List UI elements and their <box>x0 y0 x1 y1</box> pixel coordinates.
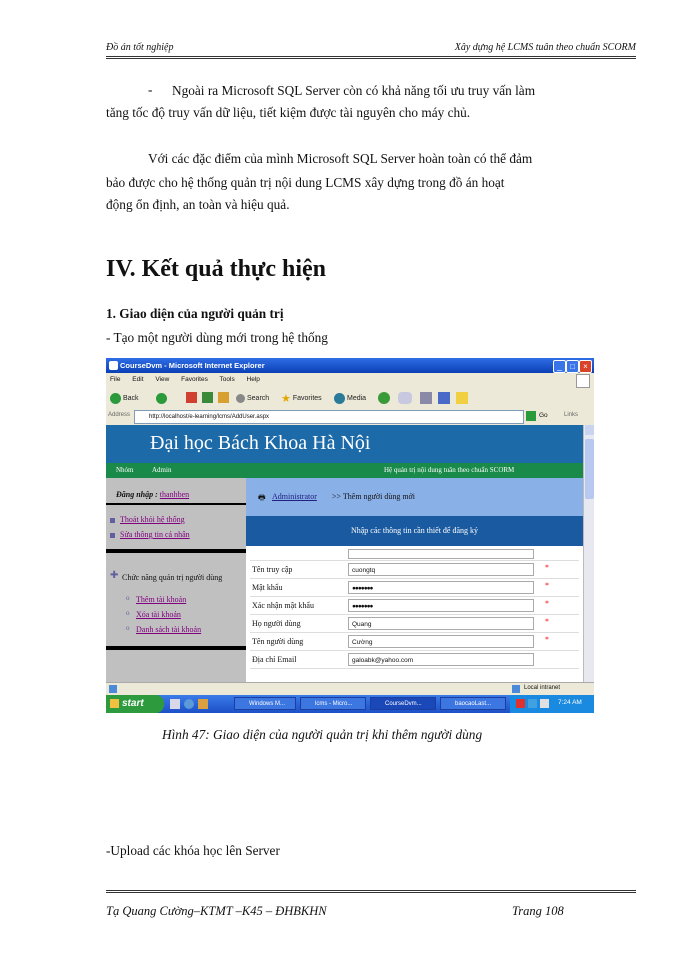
system-tray <box>510 695 594 713</box>
search-button[interactable] <box>236 392 269 404</box>
nav-tagline: Hệ quản trị nội dung tuân theo chuẩn SCORM <box>384 466 515 474</box>
star-icon: ★ <box>281 392 291 405</box>
taskbar <box>106 695 594 713</box>
confirm-password-input[interactable]: ●●●●●●● <box>348 599 534 612</box>
paragraph-line-3: động ổn định, an toàn và hiệu quả. <box>106 197 290 212</box>
breadcrumb-icon: 🖶 <box>258 493 266 502</box>
main-content <box>246 478 583 693</box>
media-quicklaunch-icon[interactable] <box>198 699 208 709</box>
maximize-icon[interactable]: □ <box>566 360 579 373</box>
form-row <box>250 597 579 615</box>
header-right: Xây dựng hệ LCMS tuân theo chuẩn SCORM <box>454 42 636 53</box>
task-coursedvm[interactable]: CourseDvm... <box>370 697 436 710</box>
favorites-button[interactable] <box>281 392 322 404</box>
media-icon <box>334 393 345 404</box>
bullet-line-1: Ngoài ra Microsoft SQL Server còn có khả năng tối ưu truy vấn làm <box>172 83 536 98</box>
mail-icon[interactable] <box>398 392 412 404</box>
plus-icon: ✚ <box>110 570 119 581</box>
breadcrumb <box>246 478 583 516</box>
volume-icon <box>540 699 549 708</box>
required-mark: * <box>545 563 549 572</box>
back-button[interactable] <box>110 392 139 404</box>
sidebar-divider <box>106 549 246 553</box>
confirm-password-label: Xác nhận mật khẩu <box>252 601 314 610</box>
form-row <box>250 579 579 597</box>
circle-bullet-icon: o <box>126 609 130 617</box>
address-bar <box>106 410 594 424</box>
forward-arrow-icon <box>156 393 167 404</box>
figure-caption: Hình 47: Giao diện của người quản trị khi thêm người dùng <box>162 727 483 742</box>
footer-rule <box>106 890 636 893</box>
first-name-label: Tên người dùng <box>252 637 304 646</box>
home-icon[interactable] <box>218 392 229 403</box>
footer-left: Tạ Quang Cường–KTMT –K45 – ĐHBKHN <box>106 904 327 918</box>
windows-logo-icon <box>110 699 119 708</box>
screenshot-figure <box>106 358 594 713</box>
media-button[interactable] <box>334 392 366 404</box>
menu-help[interactable]: Help <box>246 376 260 383</box>
account-list-link[interactable]: Danh sách tài khoản <box>136 625 202 634</box>
favorites-label: Favorites <box>292 394 322 402</box>
username-label: Tên truy cập <box>252 565 293 574</box>
banner-title: Đại học Bách Khoa Hà Nội <box>150 432 371 454</box>
form-header-text: Nhập các thông tin cần thiết để đăng ký <box>350 526 479 535</box>
required-mark: * <box>545 617 549 626</box>
stop-icon[interactable] <box>186 392 197 403</box>
paragraph-line-1: Với các đặc điểm của mình Microsoft SQL Server hoàn toàn có thể đảm <box>148 151 533 166</box>
section-title: IV. Kết quả thực hiện <box>106 256 326 282</box>
menu-bar <box>110 376 270 383</box>
sidebar <box>106 478 246 693</box>
sidebar-divider <box>106 503 246 505</box>
sidebar-divider <box>106 646 246 650</box>
intranet-icon <box>512 685 520 693</box>
media-label: Media <box>347 394 367 402</box>
password-label: Mật khẩu <box>252 583 283 592</box>
subsection-title: 1. Giao diện của người quản trị <box>106 306 284 321</box>
status-zone: Local intranet <box>524 685 561 691</box>
menu-view[interactable]: View <box>155 376 170 383</box>
login-label: Đăng nhập : <box>116 490 158 499</box>
upload-text: -Upload các khóa học lên Server <box>106 843 280 858</box>
menu-tools[interactable]: Tools <box>219 376 235 383</box>
vertical-scrollbar[interactable] <box>583 425 594 693</box>
bullet-line-2: tăng tốc độ truy vấn dữ liệu, tiết kiệm được tài nguyên cho máy chủ. <box>106 105 471 120</box>
forward-button[interactable] <box>156 392 167 404</box>
delete-account-link[interactable]: Xóa tài khoản <box>136 610 181 619</box>
last-name-label: Họ người dùng <box>252 619 301 628</box>
address-url: http://localhost/e-learning/lcms/AddUser.aspx <box>149 414 270 420</box>
go-button[interactable]: Go <box>539 412 548 419</box>
nav-admin[interactable]: Admin <box>152 466 172 474</box>
last-name-input[interactable]: Quang <box>348 617 534 630</box>
task-baocao[interactable]: baocaoLast... <box>440 697 506 710</box>
intro-text: - Tạo một người dùng mới trong hệ thống <box>106 330 328 345</box>
start-label: start <box>122 698 144 709</box>
circle-bullet-icon: o <box>126 594 130 602</box>
ie-quicklaunch-icon[interactable] <box>184 699 194 709</box>
scroll-thumb[interactable] <box>585 439 594 499</box>
page-icon <box>109 685 117 693</box>
search-label: Search <box>247 394 270 402</box>
back-label: Back <box>123 394 139 402</box>
task-lcms[interactable]: lcms - Micro... <box>300 697 366 710</box>
form-header <box>246 516 583 546</box>
site-nav <box>106 463 583 478</box>
form-row <box>250 561 579 579</box>
site-banner <box>106 425 583 463</box>
logout-link[interactable]: Thoát khỏi hệ thống <box>120 515 185 524</box>
menu-file[interactable]: File <box>110 376 121 383</box>
history-icon[interactable] <box>378 392 390 404</box>
bullet-icon <box>110 518 115 523</box>
bullet-icon <box>110 533 115 538</box>
email-input[interactable]: galoabk@yahoo.com <box>348 653 534 666</box>
browser-titlebar <box>106 358 594 373</box>
required-mark: * <box>545 599 549 608</box>
form-row <box>250 633 579 651</box>
nav-nhom[interactable]: Nhóm <box>116 466 134 474</box>
status-bar <box>106 682 594 696</box>
folder-icon[interactable] <box>456 392 468 404</box>
scroll-up-icon[interactable] <box>585 425 594 435</box>
login-user[interactable]: thanhben <box>159 490 190 499</box>
ie-logo-icon <box>109 361 118 370</box>
refresh-icon[interactable] <box>202 392 213 403</box>
tray-icon <box>516 699 525 708</box>
required-mark: * <box>545 635 549 644</box>
breadcrumb-current: >> Thêm người dùng mới <box>332 492 416 501</box>
username-input[interactable]: cuongtq <box>348 563 534 576</box>
address-input[interactable] <box>134 410 524 424</box>
address-label: Address <box>108 412 131 418</box>
header-rule <box>106 56 636 59</box>
minimize-icon[interactable]: _ <box>553 360 566 373</box>
functions-heading: Chức năng quản trị người dùng <box>122 573 223 582</box>
task-windows-media[interactable]: Windows M... <box>234 697 296 710</box>
go-icon[interactable] <box>526 411 536 421</box>
links-label[interactable]: Links <box>564 412 579 418</box>
paragraph-line-2: bảo được cho hệ thống quản trị nội dung LCMS xây dựng trong đồ án hoạt <box>106 175 505 190</box>
circle-bullet-icon: o <box>126 624 130 632</box>
form-row <box>250 615 579 633</box>
login-row <box>116 490 189 499</box>
window-title: CourseDvm - Microsoft Internet Explorer <box>120 361 265 370</box>
toolbar <box>106 388 594 408</box>
search-icon <box>236 394 245 403</box>
breadcrumb-admin-link[interactable]: Administrator <box>272 492 317 501</box>
print-icon[interactable] <box>420 392 432 404</box>
form-spacer-row <box>250 548 579 561</box>
close-icon[interactable]: × <box>579 360 592 373</box>
menu-favorites[interactable]: Favorites <box>181 376 208 383</box>
blank-field <box>348 549 534 559</box>
edit-info-link[interactable]: Sửa thông tin cá nhân <box>120 530 190 539</box>
windows-flag-icon <box>576 374 590 388</box>
header-left: Đồ án tốt nghiệp <box>106 42 174 53</box>
bullet-dash: - <box>148 82 153 97</box>
back-arrow-icon <box>110 393 121 404</box>
clock: 7:24 AM <box>558 699 582 706</box>
menu-edit[interactable]: Edit <box>132 376 144 383</box>
required-mark: * <box>545 581 549 590</box>
footer-page: Trang 108 <box>512 904 564 918</box>
password-input[interactable]: ●●●●●●● <box>348 581 534 594</box>
form-row <box>250 651 579 669</box>
edit-icon[interactable] <box>438 392 450 404</box>
add-account-link[interactable]: Thêm tài khoản <box>136 595 187 604</box>
first-name-input[interactable]: Cường <box>348 635 534 648</box>
desktop-icon[interactable] <box>170 699 180 709</box>
email-label: Địa chỉ Email <box>252 655 297 664</box>
tray-icon <box>528 699 537 708</box>
